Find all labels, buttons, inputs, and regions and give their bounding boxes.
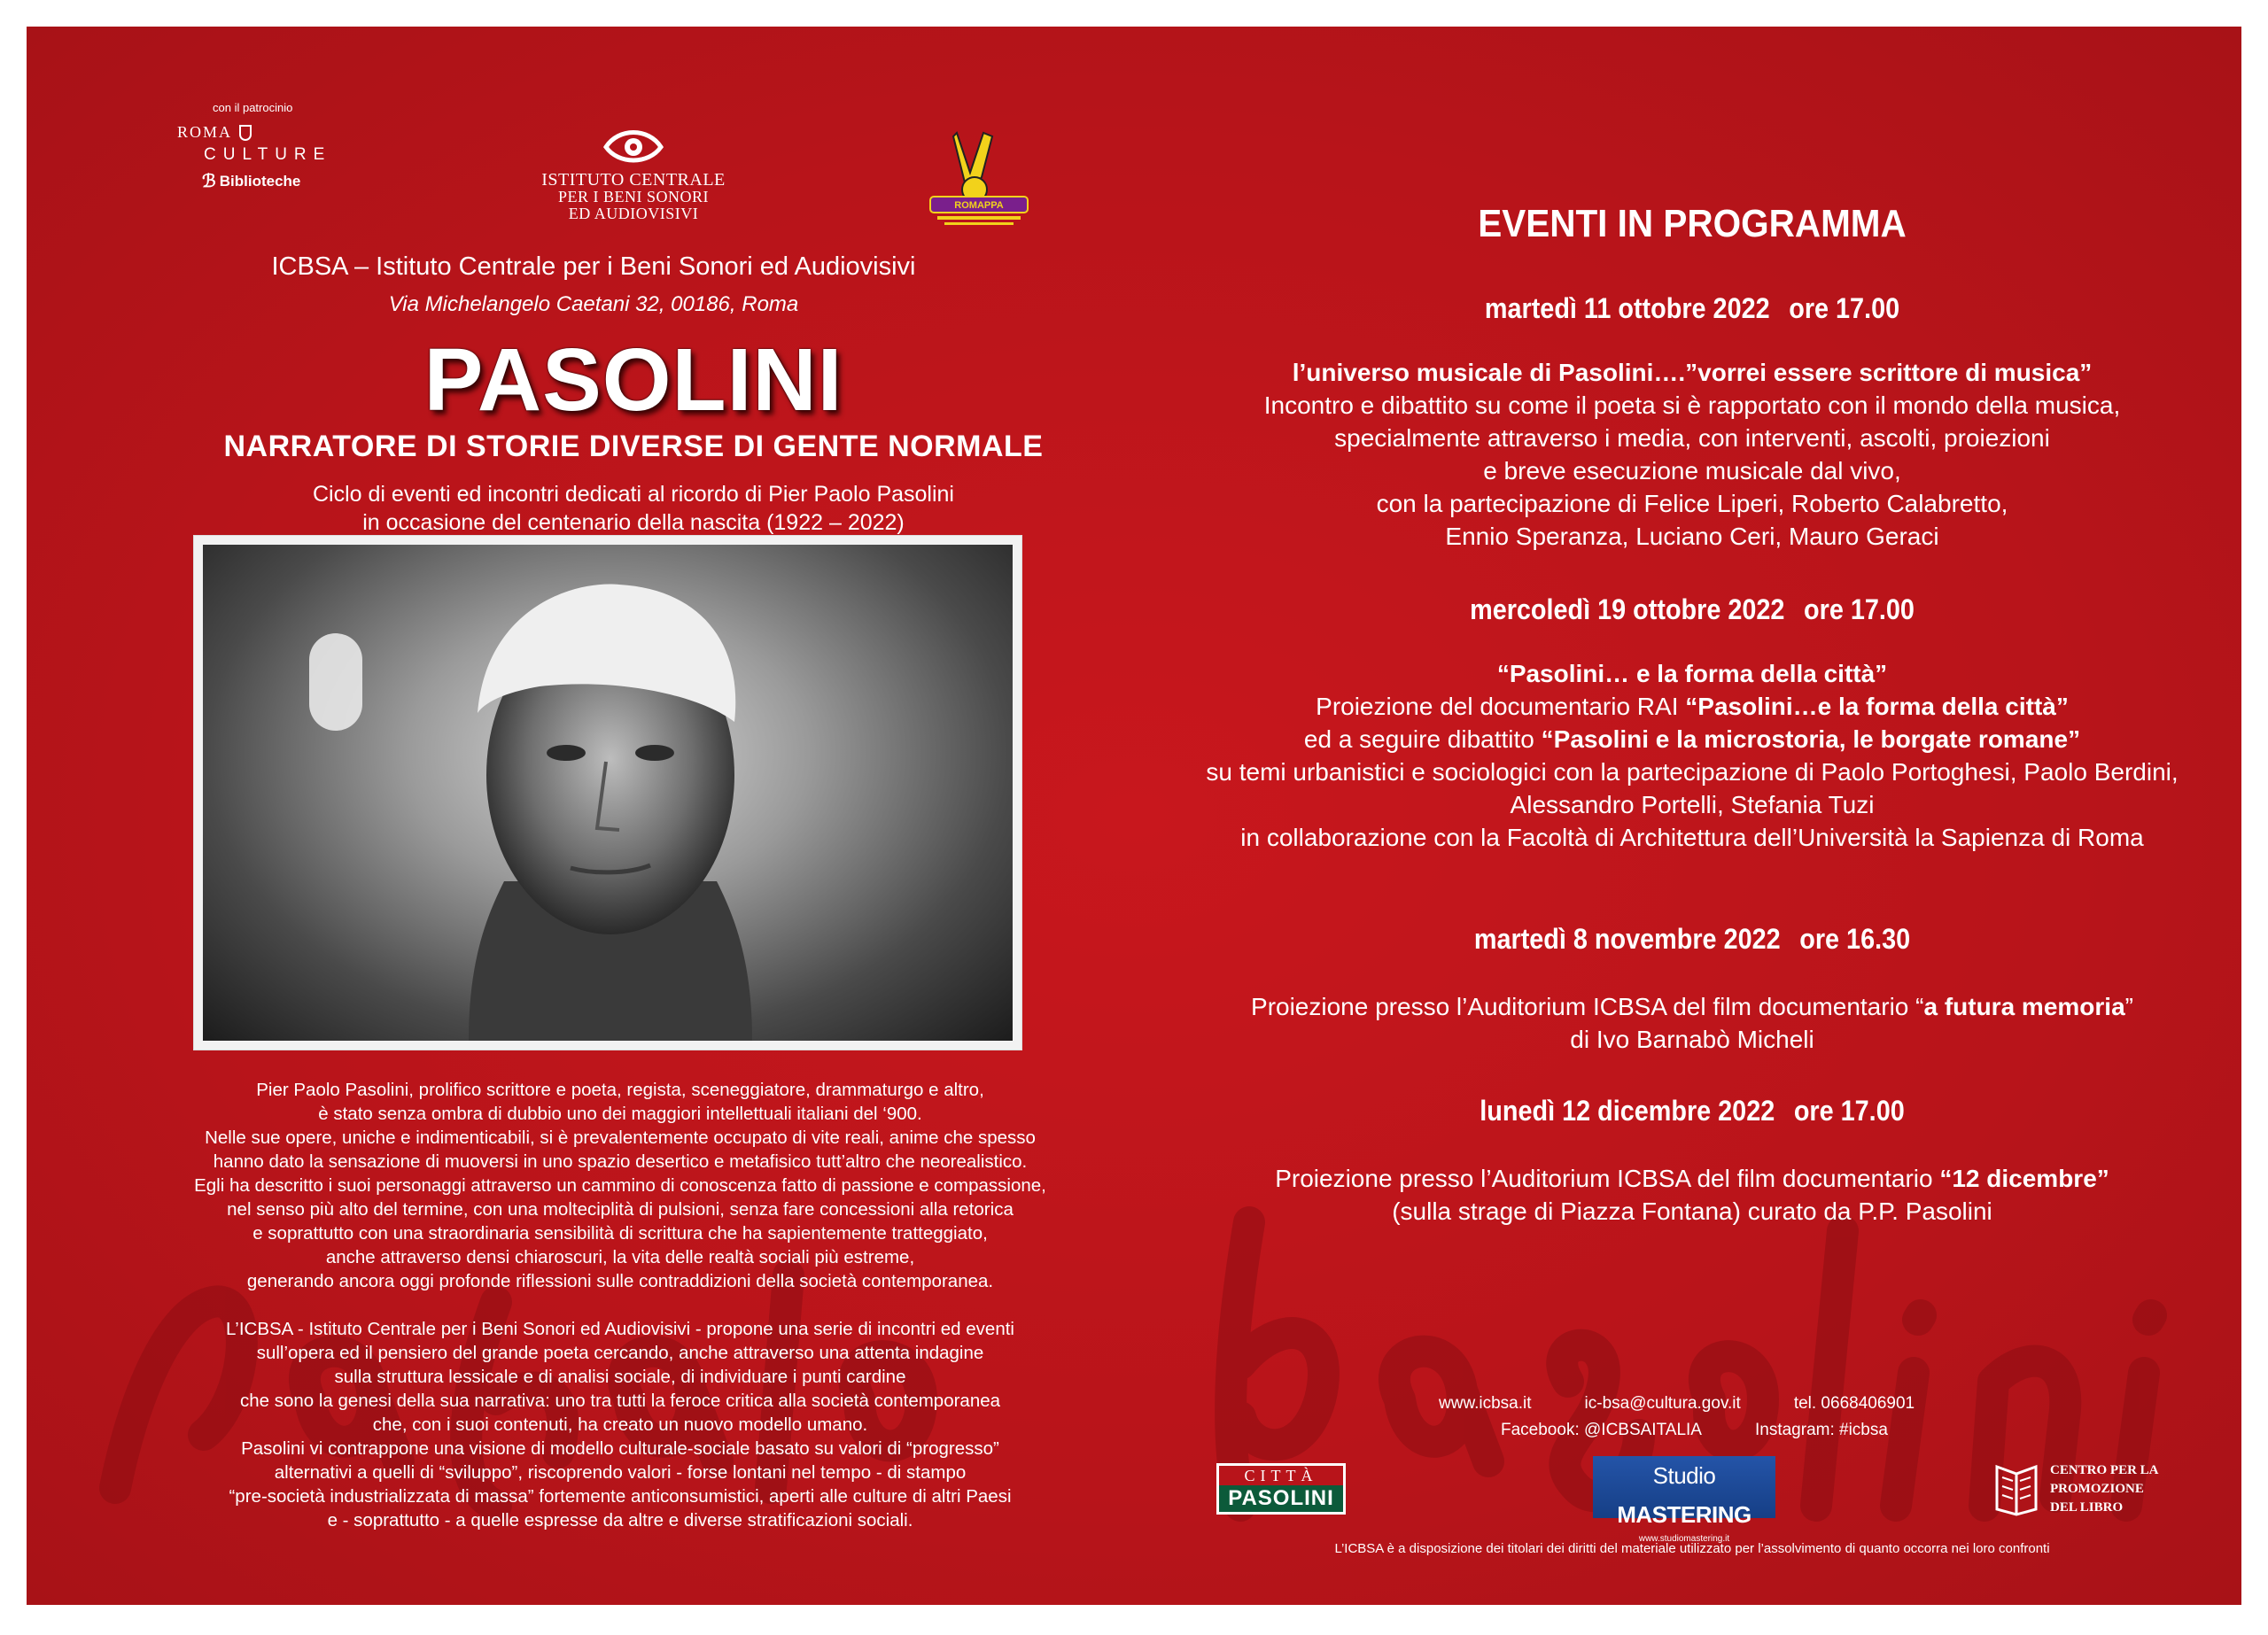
event-1-date: martedì 11 ottobre 2022 ore 17.00 xyxy=(1484,292,1900,324)
left-column xyxy=(27,27,1161,1605)
romapa-label: ROMAPPA xyxy=(954,200,1004,211)
icbsa-logo xyxy=(523,124,744,222)
facebook-handle: Facebook: @ICBSAITALIA xyxy=(1501,1421,1702,1439)
email-link[interactable]: ic-bsa@cultura.gov.it xyxy=(1584,1394,1741,1413)
event-3-body: Proiezione presso l’Auditorium ICBSA del film documentario “a futura memoria” di Ivo Barnabò Micheli xyxy=(1251,993,2133,1053)
rights-disclaimer: L’ICBSA è a disposizione dei titolari dei diritti del materiale utilizzato per l’assolvimento di quanto occorra nei loro confronti xyxy=(1334,1541,2050,1556)
main-title: PASOLINI xyxy=(423,330,843,430)
roma-label: ROMA xyxy=(177,123,233,141)
biography-text xyxy=(27,1078,1214,1556)
poster-sheet xyxy=(27,27,2241,1605)
studio-mastering-logo: Studio MASTERING www.studiomastering.it xyxy=(1593,1456,1775,1518)
event-1-body: l’universo musicale di Pasolini….”vorrei essere scrittore di musica” Incontro e dibattito su come il poeta si è rapportato con il mondo della musica, specialmente attraverso i media, con interventi, ascolti, proiezioni e breve esecuzione musicale dal vivo, con la partecipazione di Felice Liperi, Roberto Calabretto, Ennio Speranza, Luciano Ceri, Mauro Geraci xyxy=(1143,356,2241,553)
culture-label: CULTURE xyxy=(204,145,332,164)
institution-name: ICBSA – Istituto Centrale per i Beni Sonori ed Audiovisivi xyxy=(271,252,916,281)
icbsa-logo-line1: ISTITUTO CENTRALE xyxy=(541,170,726,190)
event-4-date: lunedì 12 dicembre 2022 ore 17.00 xyxy=(1480,1095,1905,1127)
right-column xyxy=(1143,27,2241,1605)
roma-shield-icon xyxy=(239,125,252,141)
icbsa-logo-line3: ED AUDIOVISIVI xyxy=(568,205,699,222)
biography-paragraph-2: L’ICBSA - Istituto Centrale per i Beni Sonori ed Audiovisivi - propone una serie di incontri ed eventi sull’opera ed il pensiero del grande poeta cercando, anche attraverso una attenta indagine sulla struttura lessicale e di analisi sociale, di individuare i punti cardine che sono la genesi della sua narrativa: uno tra tutti la feroce critica alla società contemporanea che, con i suoi contenuti, ha creato un nuovo modello umano. Pasolini vi contrappone una visione di modello culturale-sociale basato su valori di “progresso” alternativi a quelli di “sviluppo”, riscoprendo valori - forse lontani nel tempo - di stampo “pre-società industrializzata di massa” fortemente anticonsumistici, aperti alle culture di altri Paesi e - soprattutto - a quelle espresse da altre e diverse stratificazioni sociali. xyxy=(226,1319,1014,1530)
events-heading: EVENTI IN PROGRAMMA xyxy=(1478,202,1907,245)
pasolini-portrait-photo xyxy=(203,545,1013,1041)
biography-paragraph-1: Pier Paolo Pasolini, prolifico scrittore e poeta, regista, sceneggiatore, drammaturgo e altro, è stato senza ombra di dubbio uno dei maggiori intellettuali italiani del ‘900. Nelle sue opere, uniche e indimenticabili, si è prevalentemente occupato di vite reali, anime che spesso hanno dato la sensazione di muoversi in uno spazio desertico e metafisico tutt’altro che neorealistico. Egli ha descritto i suoi personaggi attraverso un cammino di conoscenza fatto di passione e compassione, nel senso più alto del termine, con una molteciplità di pulsioni, senza fare concessioni alla retorica e soprattutto con una straordinaria sensibilità di scrittura che ha sapientemente tratteggiato, anche attraverso densi chiaroscuri, la vita delle realtà sociali più estreme, generando ancora oggi profonde riflessioni sulle contraddizioni della società contemporanea. xyxy=(194,1080,1046,1291)
event-2-title: “Pasolini… e la forma della città” xyxy=(1496,660,1888,687)
book-icon xyxy=(1992,1461,2041,1516)
roma-culture-logo xyxy=(177,101,354,192)
institution-address: Via Michelangelo Caetani 32, 00186, Roma xyxy=(388,292,799,316)
patrocinio-label: con il patrocinio xyxy=(213,101,293,114)
citta-pasolini-logo: CITTÀ PASOLINI xyxy=(1216,1463,1346,1515)
instagram-handle: Instagram: #icbsa xyxy=(1754,1421,1888,1439)
biblioteche-b-icon: ℬ xyxy=(202,172,216,191)
event-4-body: Proiezione presso l’Auditorium ICBSA del film documentario “12 dicembre” (sulla strage di Piazza Fontana) curato da P.P. Pasolini xyxy=(1275,1165,2109,1225)
event-1-title: l’universo musicale di Pasolini….”vorrei essere scrittore di musica” xyxy=(1292,359,2093,386)
eye-icon xyxy=(602,124,664,167)
event-3-date: martedì 8 novembre 2022 ore 16.30 xyxy=(1473,923,1911,955)
icbsa-logo-line2: PER I BENI SONORI xyxy=(557,188,709,205)
website-link[interactable]: www.icbsa.it xyxy=(1439,1394,1532,1413)
intro-text: Ciclo di eventi ed incontri dedicati al ricordo di Pier Paolo Pasolini in occasione del centenario della nascita (1922 – 2022) xyxy=(313,482,954,535)
pasolini-photo-frame xyxy=(193,535,1022,1050)
contact-info xyxy=(1439,1391,1970,1444)
cepell-logo: CENTRO PER LA PROMOZIONE DEL LIBRO xyxy=(1992,1460,2169,1518)
romapa-logo xyxy=(921,124,1037,230)
event-2-date: mercoledì 19 ottobre 2022 ore 17.00 xyxy=(1470,593,1915,625)
event-2-body: “Pasolini… e la forma della città” Proiezione del documentario RAI “Pasolini…e la forma della città” ed a seguire dibattito “Pasolini e la microstoria, le borgate romane” su temi urbanistici e sociologici con la partecipazione di Paolo Portoghesi, Paolo Berdini, Alessandro Portelli, Stefania Tuzi in collaborazione con la Facoltà di Architettura dell’Università la Sapienza di Roma xyxy=(1143,657,2241,854)
biblioteche-label: Biblioteche xyxy=(219,172,301,190)
phone-number: tel. 0668406901 xyxy=(1793,1394,1915,1413)
subtitle: NARRATORE DI STORIE DIVERSE DI GENTE NORMALE xyxy=(223,430,1044,463)
